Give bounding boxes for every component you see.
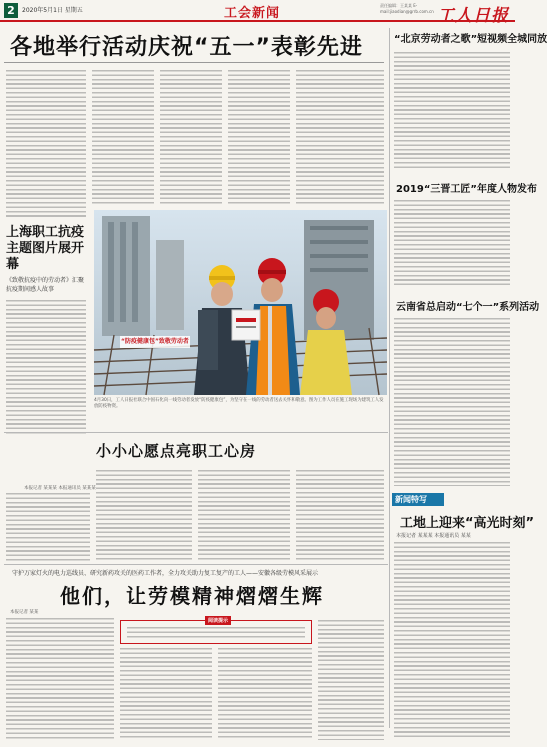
headline-rule: [4, 62, 384, 63]
right-headline-4: 工地上迎来“高光时刻”: [400, 516, 535, 531]
right-headline-2: 2019“三晋工匠”年度人物发布: [396, 184, 537, 195]
mid-headline: 小小心愿点亮职工心房: [96, 442, 257, 460]
mid-text-col-2: [96, 470, 192, 561]
news-feature-badge: 新闻特写: [392, 493, 444, 506]
newspaper-logo: 工人日报: [437, 6, 509, 26]
right-byline-4: 本报记者 某某某 本报通讯员 某某: [396, 533, 471, 539]
bottom-byline: 本报记者 某某: [10, 610, 39, 615]
main-headline: 各地举行活动庆祝“五一”表彰先进: [10, 35, 363, 60]
section-divider: [4, 564, 388, 565]
mid-byline: 本报记者 某某某 本报通讯员 某某某: [24, 486, 96, 491]
right-headline-1: “北京劳动者之歌”短视频全城同放: [394, 34, 547, 45]
reading-tip-label: 阅读提示: [205, 616, 231, 625]
bottom-text-col-1: [6, 618, 114, 740]
bottom-headline: 他们，让劳模精神熠熠生辉: [60, 584, 324, 608]
bottom-text-col-4: [318, 620, 384, 740]
photo-sign: “防疫健康包”致敬劳动者: [120, 336, 190, 348]
feature-title: 上海职工抗疫主题图片展开幕: [6, 225, 85, 272]
reading-tip-box: [120, 620, 312, 644]
issue-date: 2020年5月1日 星期五: [22, 7, 83, 14]
editor-line: 责任编辑：王某某 E-mail:jiaodian@grrb.com.cn: [380, 3, 434, 14]
left-feature: [6, 225, 86, 294]
feature-text: [6, 300, 86, 435]
article-text-col-4: [228, 70, 290, 206]
mid-text-col-1: [6, 493, 90, 561]
right-headline-3: 云南省总启动“七个一”系列活动: [396, 302, 540, 313]
section-divider: [4, 432, 388, 433]
photo-caption: 4月30日，工人日报社联合中国石化向一线劳动者发放“防疫健康包”，为坚守在一线的劳动者送去关怀和敬意。图为工作人员在施工现场为建筑工人发放防疫物资。: [94, 398, 384, 409]
construction-workers-photo: [94, 210, 387, 395]
page-number: 2: [4, 3, 18, 18]
article-text-col-2: [92, 70, 154, 206]
article-text-col-1: [6, 70, 86, 218]
section-title: 工会新闻: [224, 6, 281, 21]
article-text-col-5: [296, 70, 384, 206]
mid-text-col-4: [296, 470, 384, 561]
column-divider: [389, 28, 390, 728]
right-text-4: [394, 542, 510, 740]
masthead: [0, 0, 515, 26]
right-text-2: [394, 200, 510, 288]
bottom-text-col-2: [120, 648, 212, 740]
right-text-1: [394, 52, 510, 170]
reading-tip-text: [127, 627, 305, 640]
article-text-col-3: [160, 70, 222, 206]
mid-text-col-3: [198, 470, 290, 561]
news-photo: [94, 210, 387, 395]
bottom-kicker: 守护万家灯火的电力巡线员、研究新药攻关的医药工作者，全力攻关助力复工复产的工人——安徽各级劳模风采展示: [12, 570, 319, 577]
bottom-text-col-3: [218, 648, 312, 740]
feature-subtitle: 《致敬抗疫中的劳动者》汇聚抗疫期间感人故事: [6, 277, 85, 293]
right-text-3: [394, 318, 510, 486]
